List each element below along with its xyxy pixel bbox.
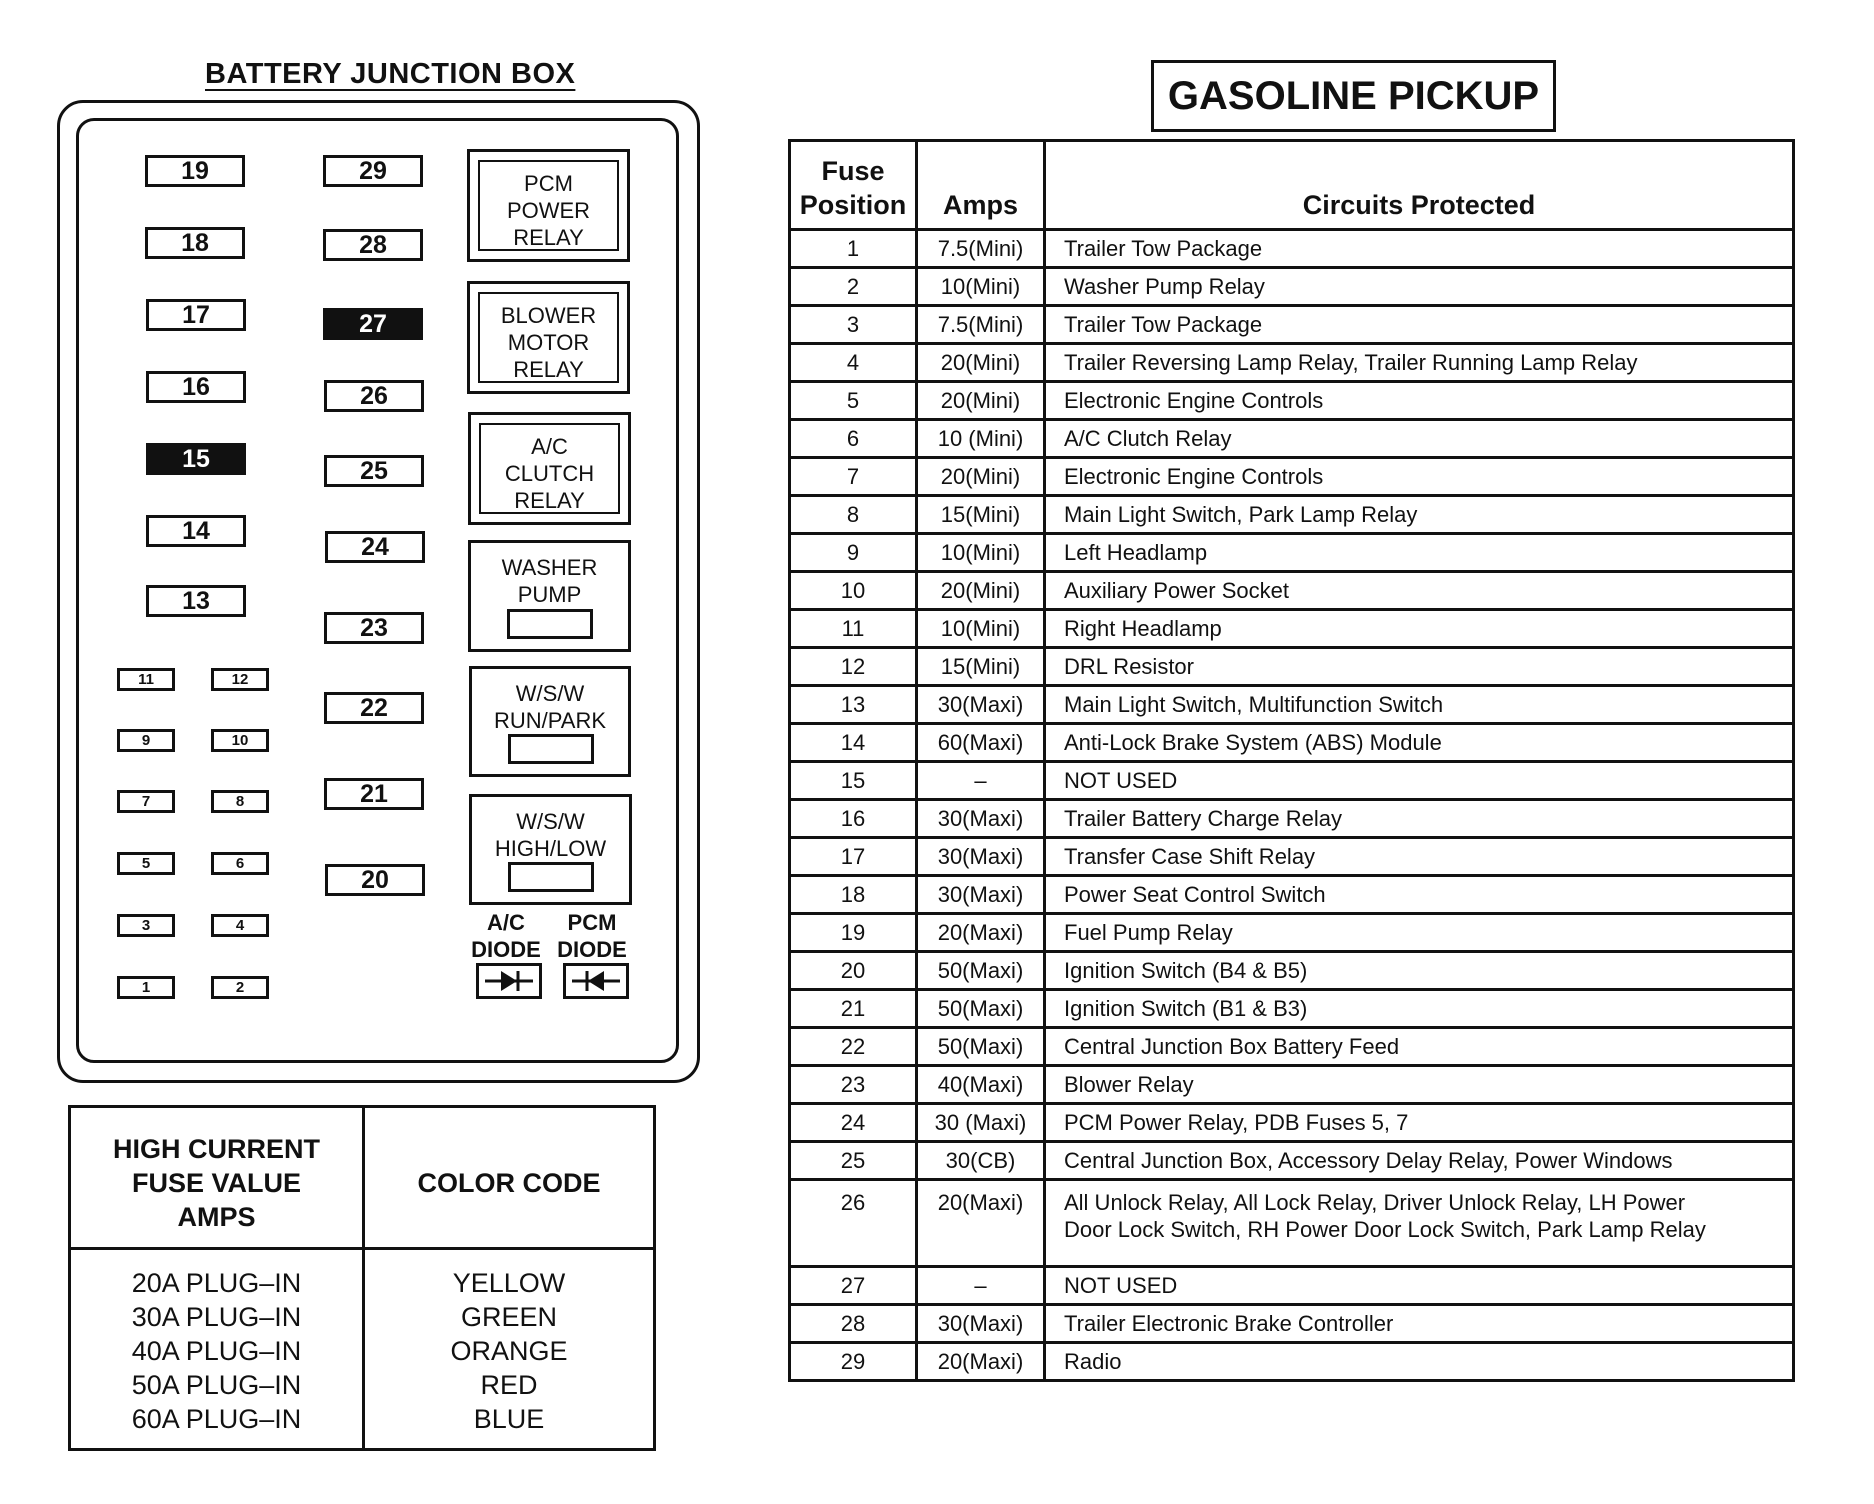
amps-cell: 30(Maxi) (917, 686, 1045, 724)
pcm-power-relay-label: PCM POWER RELAY (506, 171, 591, 250)
table-row (790, 876, 1794, 914)
table-row (790, 1028, 1794, 1066)
amps-cell: 10(Mini) (917, 534, 1045, 572)
circuit-cell: Washer Pump Relay (1045, 268, 1794, 306)
amps-cell: 20(Mini) (917, 458, 1045, 496)
fuse-3: 3 (117, 914, 175, 937)
fuse-position-cell: 12 (790, 648, 917, 686)
fuse-position-cell: 27 (790, 1267, 917, 1305)
fuse-7: 7 (117, 790, 175, 813)
wsw-run-park-relay-label: W/S/W RUN/PARK (493, 681, 607, 733)
fuse-29: 29 (323, 155, 423, 187)
fuse-13: 13 (146, 585, 246, 617)
header-fuse-position: Fuse Position (790, 141, 917, 230)
table-row (790, 458, 1794, 496)
fuse-position-cell: 4 (790, 344, 917, 382)
table-row (790, 648, 1794, 686)
fuse-position-cell: 18 (790, 876, 917, 914)
fuse-23: 23 (324, 612, 424, 644)
fuse-21: 21 (324, 778, 424, 810)
amps-cell: 20(Maxi) (917, 1343, 1045, 1381)
fuse-16: 16 (146, 371, 246, 403)
table-row (790, 724, 1794, 762)
amps-cell: – (917, 762, 1045, 800)
color-code-value: 40A PLUG–IN (131, 1336, 302, 1366)
color-code-color: RED (480, 1370, 538, 1400)
pcm-diode-symbol (563, 963, 629, 999)
circuit-cell: Trailer Electronic Brake Controller (1045, 1305, 1794, 1343)
table-row (790, 838, 1794, 876)
fuse-10: 10 (211, 729, 269, 752)
circuit-cell: Right Headlamp (1045, 610, 1794, 648)
fuse-18: 18 (145, 227, 245, 259)
circuit-cell: Auxiliary Power Socket (1045, 572, 1794, 610)
ac-clutch-relay (468, 412, 631, 525)
pcm-power-relay (467, 149, 630, 262)
fuse-position-cell: 7 (790, 458, 917, 496)
circuit-cell: Electronic Engine Controls (1045, 382, 1794, 420)
fuse-19: 19 (145, 155, 245, 187)
table-row (790, 344, 1794, 382)
amps-cell: 20(Maxi) (917, 914, 1045, 952)
circuit-cell: Ignition Switch (B1 & B3) (1045, 990, 1794, 1028)
blower-motor-relay (467, 281, 630, 394)
color-code-color: YELLOW (452, 1268, 566, 1298)
circuit-cell: NOT USED (1045, 762, 1794, 800)
amps-cell: 20(Maxi) (917, 1180, 1045, 1267)
fuse-25: 25 (324, 455, 424, 487)
amps-cell: 10 (Mini) (917, 420, 1045, 458)
fuse-position-cell: 24 (790, 1104, 917, 1142)
amps-cell: 7.5(Mini) (917, 230, 1045, 268)
fuse-position-cell: 26 (790, 1180, 917, 1267)
table-row (790, 914, 1794, 952)
fuse-position-cell: 9 (790, 534, 917, 572)
circuit-cell: Trailer Tow Package (1045, 306, 1794, 344)
fuse-position-cell: 17 (790, 838, 917, 876)
table-row (790, 1104, 1794, 1142)
circuit-cell: Fuel Pump Relay (1045, 914, 1794, 952)
circuit-cell: Transfer Case Shift Relay (1045, 838, 1794, 876)
color-code-table (68, 1105, 656, 1451)
table-row (790, 1343, 1794, 1381)
table-row (790, 268, 1794, 306)
amps-cell: 30 (Maxi) (917, 1104, 1045, 1142)
junction-box-title: BATTERY JUNCTION BOX (205, 58, 576, 90)
table-row (790, 762, 1794, 800)
fuse-27: 27 (323, 308, 423, 340)
amps-cell: 10(Mini) (917, 268, 1045, 306)
amps-cell: – (917, 1267, 1045, 1305)
blower-motor-relay-label: BLOWER MOTOR RELAY (500, 303, 597, 382)
circuit-cell: Main Light Switch, Park Lamp Relay (1045, 496, 1794, 534)
table-row (790, 496, 1794, 534)
fuse-22: 22 (324, 692, 424, 724)
washer-pump-relay-label: WASHER PUMP (501, 555, 598, 607)
fuse-position-cell: 8 (790, 496, 917, 534)
table-row (790, 686, 1794, 724)
circuit-cell: Blower Relay (1045, 1066, 1794, 1104)
circuit-cell: Ignition Switch (B4 & B5) (1045, 952, 1794, 990)
color-code-header-color: COLOR CODE (417, 1168, 601, 1198)
circuit-cell: All Unlock Relay, All Lock Relay, Driver Unlock Relay, LH Power Door Lock Switch, RH Power Door Lock Switch, Park Lamp Relay (1045, 1180, 1794, 1267)
circuit-cell: PCM Power Relay, PDB Fuses 5, 7 (1045, 1104, 1794, 1142)
fuse-position-cell: 22 (790, 1028, 917, 1066)
fuse-15: 15 (146, 443, 246, 475)
amps-cell: 20(Mini) (917, 572, 1045, 610)
amps-cell: 50(Maxi) (917, 1028, 1045, 1066)
fuse-4: 4 (211, 914, 269, 937)
color-code-header-value: HIGH CURRENT FUSE VALUE AMPS (113, 1134, 320, 1232)
table-row (790, 1267, 1794, 1305)
amps-cell: 30(CB) (917, 1142, 1045, 1180)
wsw-high-low-relay-label: W/S/W HIGH/LOW (494, 809, 607, 861)
table-row (790, 1180, 1794, 1267)
gasoline-pickup-title: GASOLINE PICKUP (1151, 60, 1556, 132)
circuit-cell: Trailer Battery Charge Relay (1045, 800, 1794, 838)
amps-cell: 30(Maxi) (917, 1305, 1045, 1343)
wsw-high-low-relay (469, 794, 632, 905)
table-row (790, 534, 1794, 572)
fuse-14: 14 (146, 515, 246, 547)
fuse-position-cell: 5 (790, 382, 917, 420)
fuse-17: 17 (146, 299, 246, 331)
table-row (790, 382, 1794, 420)
diode-reverse-icon (566, 966, 626, 996)
fuse-table (788, 139, 1795, 1382)
table-row (790, 990, 1794, 1028)
amps-cell: 40(Maxi) (917, 1066, 1045, 1104)
table-row (790, 572, 1794, 610)
table-row (790, 610, 1794, 648)
amps-cell: 7.5(Mini) (917, 306, 1045, 344)
amps-cell: 15(Mini) (917, 648, 1045, 686)
fuse-position-cell: 20 (790, 952, 917, 990)
fuse-26: 26 (324, 380, 424, 412)
fuse-position-cell: 13 (790, 686, 917, 724)
color-code-value: 50A PLUG–IN (131, 1370, 302, 1400)
table-row (790, 1142, 1794, 1180)
fuse-position-cell: 10 (790, 572, 917, 610)
circuit-cell: Main Light Switch, Multifunction Switch (1045, 686, 1794, 724)
fuse-2: 2 (211, 976, 269, 999)
fuse-24: 24 (325, 531, 425, 563)
amps-cell: 50(Maxi) (917, 952, 1045, 990)
fuse-6: 6 (211, 852, 269, 875)
diode-forward-icon (479, 966, 539, 996)
circuit-cell: A/C Clutch Relay (1045, 420, 1794, 458)
amps-cell: 15(Mini) (917, 496, 1045, 534)
amps-cell: 20(Mini) (917, 344, 1045, 382)
amps-cell: 50(Maxi) (917, 990, 1045, 1028)
color-code-value: 60A PLUG–IN (131, 1404, 302, 1434)
fuse-8: 8 (211, 790, 269, 813)
fuse-11: 11 (117, 668, 175, 691)
wsw-high-low-relay-slot (508, 862, 594, 892)
amps-cell: 30(Maxi) (917, 876, 1045, 914)
header-circuits: Circuits Protected (1045, 141, 1794, 230)
fuse-position-cell: 3 (790, 306, 917, 344)
table-row (790, 420, 1794, 458)
fuse-12: 12 (211, 668, 269, 691)
wsw-run-park-relay-slot (508, 734, 594, 764)
fuse-position-cell: 21 (790, 990, 917, 1028)
table-row (790, 230, 1794, 268)
fuse-position-cell: 15 (790, 762, 917, 800)
fuse-position-cell: 28 (790, 1305, 917, 1343)
circuit-cell: Electronic Engine Controls (1045, 458, 1794, 496)
fuse-position-cell: 23 (790, 1066, 917, 1104)
color-code-color: ORANGE (450, 1336, 568, 1366)
ac-diode-label: A/C DIODE (471, 910, 541, 962)
fuse-28: 28 (323, 229, 423, 261)
circuit-cell: Left Headlamp (1045, 534, 1794, 572)
fuse-position-cell: 11 (790, 610, 917, 648)
circuit-cell: Trailer Reversing Lamp Relay, Trailer Running Lamp Relay (1045, 344, 1794, 382)
amps-cell: 60(Maxi) (917, 724, 1045, 762)
ac-clutch-relay-label: A/C CLUTCH RELAY (504, 434, 595, 513)
table-row (790, 1066, 1794, 1104)
table-row (790, 1305, 1794, 1343)
fuse-position-cell: 2 (790, 268, 917, 306)
table-row (790, 800, 1794, 838)
amps-cell: 10(Mini) (917, 610, 1045, 648)
fuse-position-cell: 14 (790, 724, 917, 762)
fuse-position-cell: 25 (790, 1142, 917, 1180)
amps-cell: 30(Maxi) (917, 800, 1045, 838)
amps-cell: 20(Mini) (917, 382, 1045, 420)
fuse-position-cell: 1 (790, 230, 917, 268)
circuit-cell: NOT USED (1045, 1267, 1794, 1305)
color-code-values (71, 1266, 362, 1436)
fuse-position-cell: 19 (790, 914, 917, 952)
ac-diode-symbol (476, 963, 542, 999)
pcm-diode-label: PCM DIODE (557, 910, 627, 962)
fuse-20: 20 (325, 864, 425, 896)
fuse-9: 9 (117, 729, 175, 752)
fuse-5: 5 (117, 852, 175, 875)
color-code-color: GREEN (460, 1302, 558, 1332)
color-code-value: 20A PLUG–IN (131, 1268, 302, 1298)
circuit-cell: Radio (1045, 1343, 1794, 1381)
color-code-value: 30A PLUG–IN (131, 1302, 302, 1332)
washer-pump-relay (468, 540, 631, 652)
table-row (790, 306, 1794, 344)
amps-cell: 30(Maxi) (917, 838, 1045, 876)
header-amps: Amps (917, 141, 1045, 230)
circuit-cell: Anti-Lock Brake System (ABS) Module (1045, 724, 1794, 762)
wsw-run-park-relay (469, 666, 631, 777)
circuit-cell: Trailer Tow Package (1045, 230, 1794, 268)
fuse-1: 1 (117, 976, 175, 999)
fuse-position-cell: 29 (790, 1343, 917, 1381)
color-code-color: BLUE (473, 1404, 545, 1434)
circuit-cell: DRL Resistor (1045, 648, 1794, 686)
fuse-position-cell: 6 (790, 420, 917, 458)
washer-pump-relay-slot (507, 609, 593, 639)
table-row (790, 952, 1794, 990)
fuse-position-cell: 16 (790, 800, 917, 838)
circuit-cell: Central Junction Box, Accessory Delay Relay, Power Windows (1045, 1142, 1794, 1180)
color-code-colors (365, 1266, 653, 1436)
circuit-cell: Central Junction Box Battery Feed (1045, 1028, 1794, 1066)
circuit-cell: Power Seat Control Switch (1045, 876, 1794, 914)
